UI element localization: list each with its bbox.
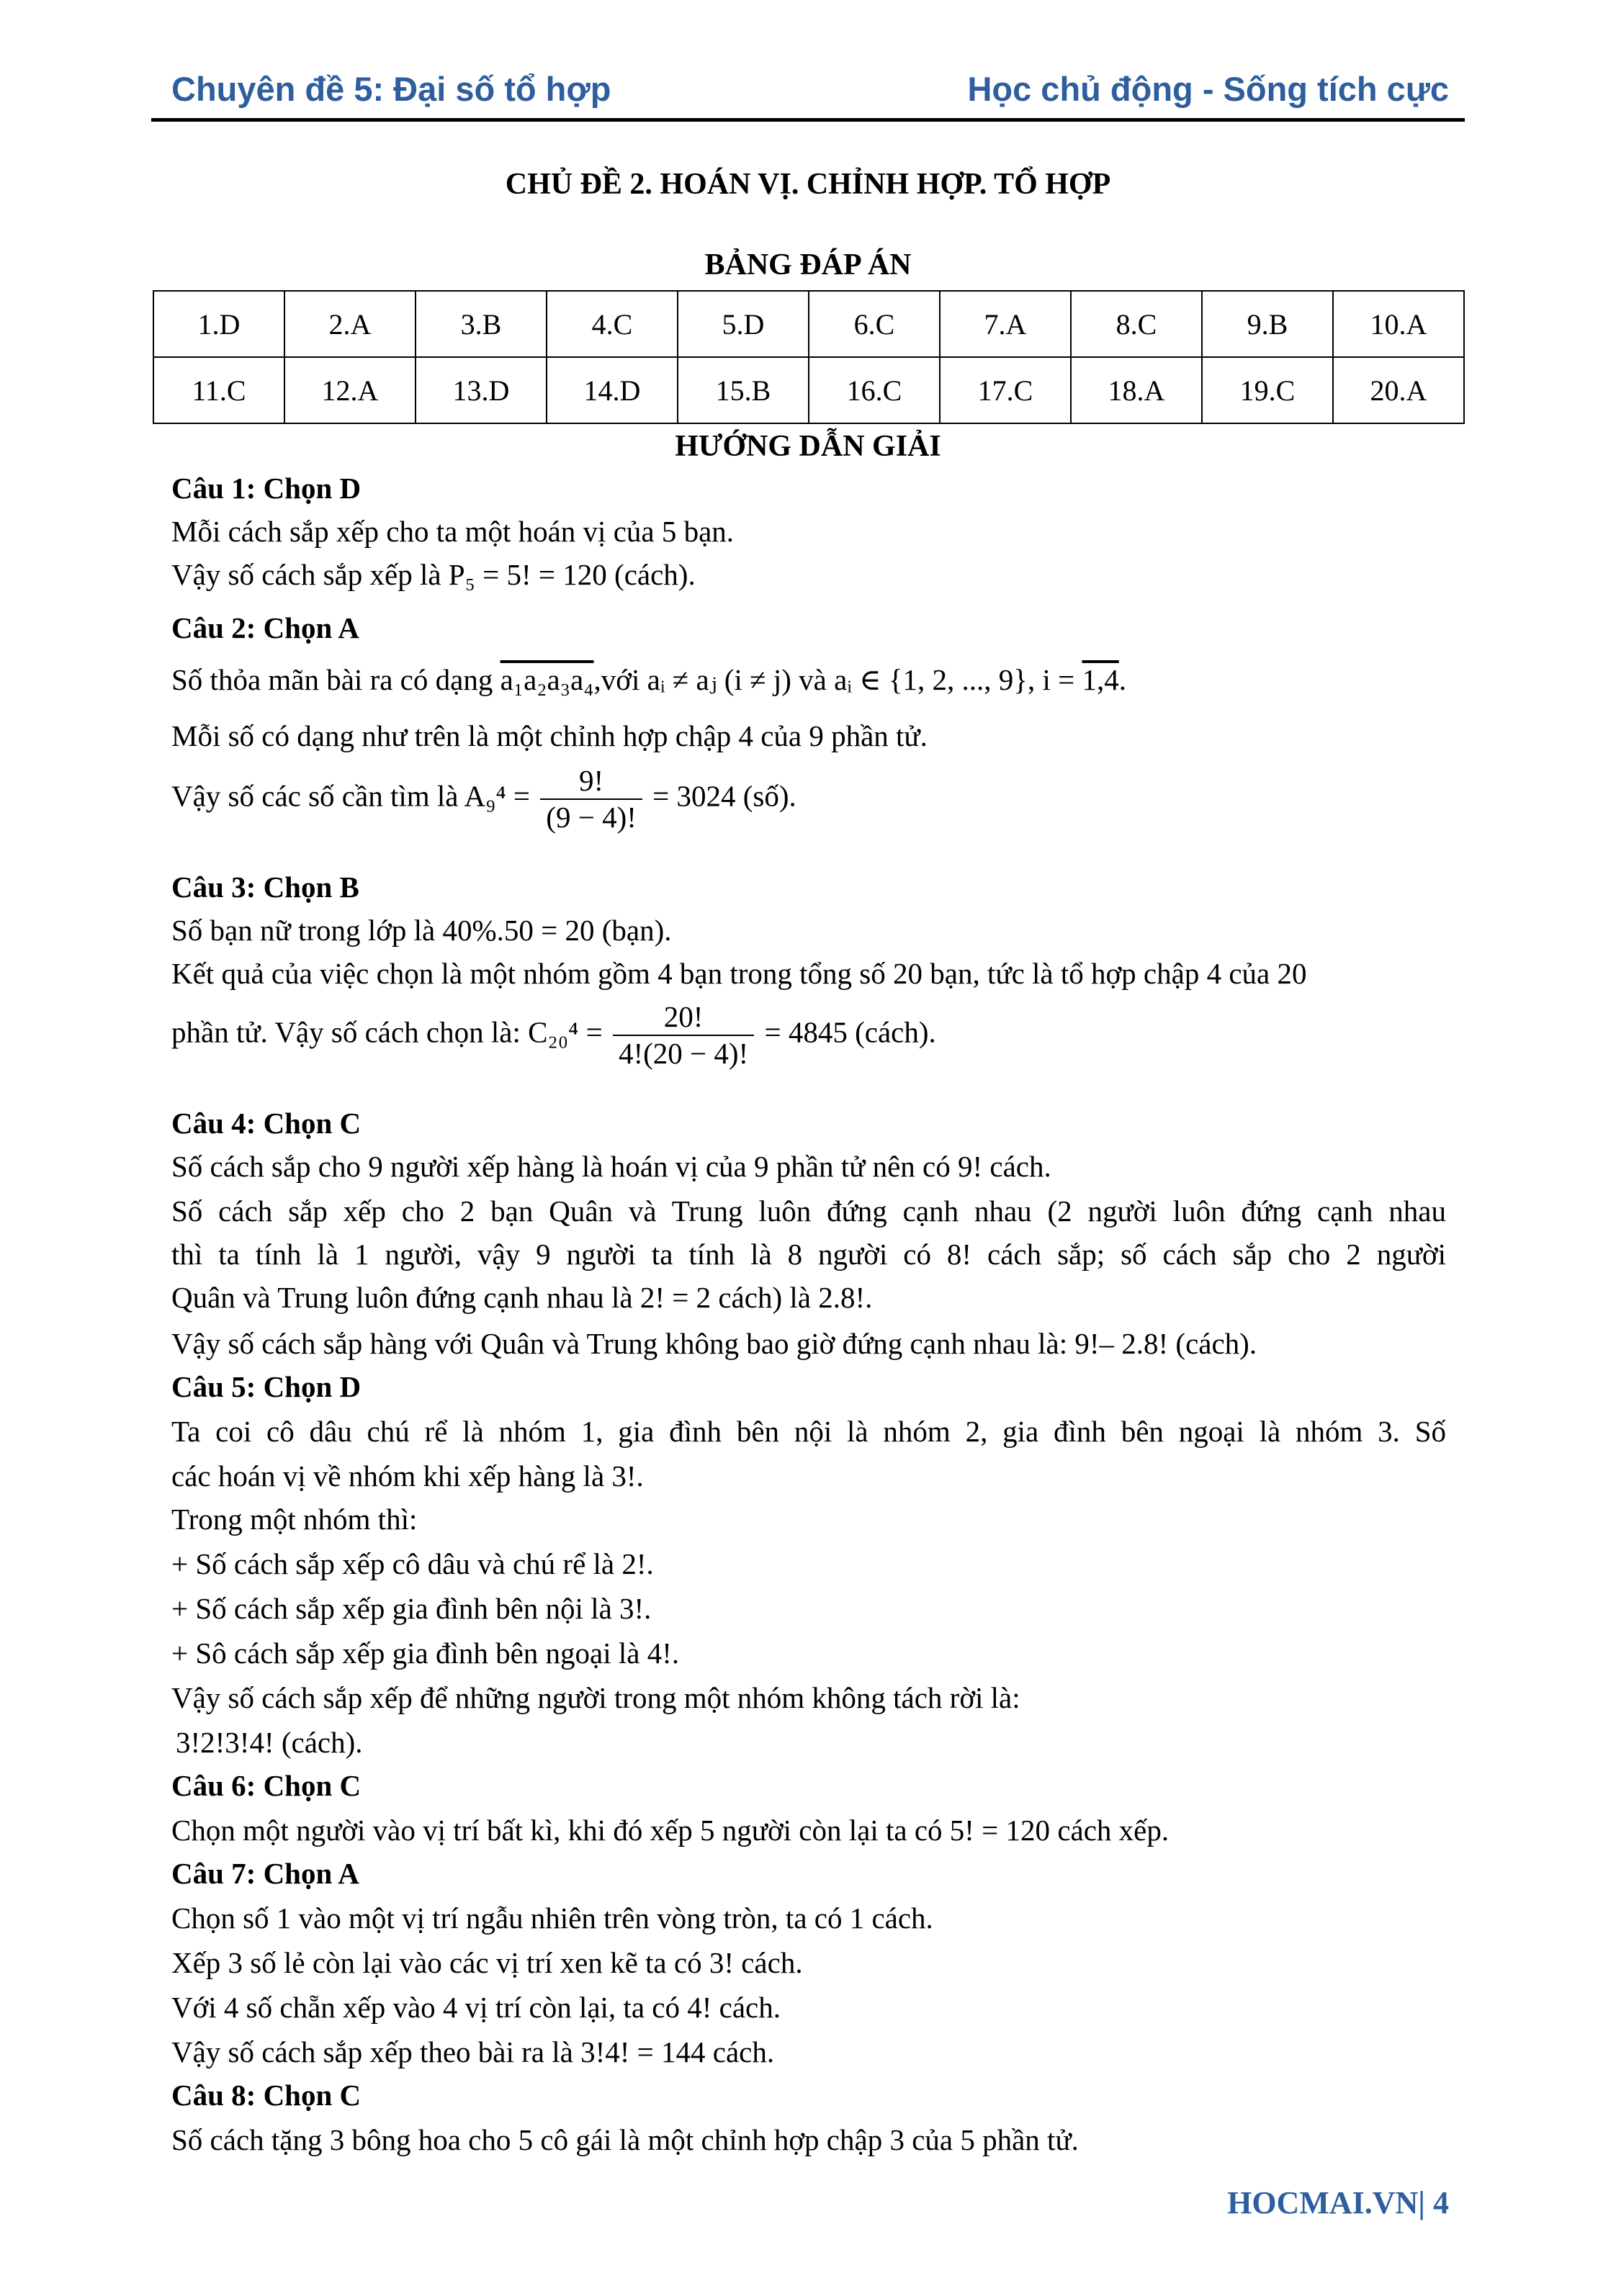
q4-line3: thì ta tính là 1 người, vậy 9 người ta tính là 8 người có 8! cách sắp; số cách sắp cho 2 người	[171, 1238, 1446, 1271]
q2-heading: Câu 2: Chọn A	[171, 611, 359, 644]
denominator: 4!(20 − 4)!	[613, 1035, 754, 1071]
q3-line1	[171, 916, 671, 945]
formula-5fact: 5! = 120	[949, 1814, 1051, 1847]
guide-title: HƯỚNG DẪN GIẢI	[675, 430, 941, 463]
text: và	[799, 663, 827, 696]
q2-line1	[171, 665, 1126, 695]
footer-site: HOCMAI.VN|	[1227, 2185, 1425, 2220]
formula-3f4f: 3!4! = 144	[580, 2035, 706, 2068]
q1-heading: Câu 1: Chọn D	[171, 472, 362, 505]
q7-line3: Với 4 số chẵn xếp vào 4 vị trí còn lại, ta có 4! cách.	[171, 1991, 781, 2024]
header-slogan: Học chủ động - Sống tích cực	[967, 70, 1449, 108]
answer-cell: 13.D	[416, 357, 547, 423]
text: ,với	[593, 663, 640, 696]
q6-line1	[171, 1816, 1169, 1845]
text: Vậy số cách sắp xếp theo bài ra là	[171, 2035, 573, 2068]
answer-cell: 9.B	[1202, 291, 1333, 357]
answer-cell: 1.D	[153, 291, 284, 357]
q3-line3	[171, 999, 936, 1071]
q5-line4: + Số cách sắp xếp cô dâu và chú rể là 2!.	[171, 1547, 654, 1580]
answer-cell: 5.D	[678, 291, 809, 357]
answer-cell: 17.C	[940, 357, 1071, 423]
q7-heading: Câu 7: Chọn A	[171, 1857, 359, 1890]
text: cách.	[712, 2035, 775, 2068]
denominator: (9 − 4)!	[540, 798, 642, 835]
q5-line6: + Sô cách sắp xếp gia đình bên ngoại là 4!.	[171, 1637, 680, 1670]
footer-page-label	[1227, 2184, 1449, 2221]
page-number: 4	[1433, 2185, 1449, 2220]
q1-line2	[171, 560, 696, 590]
formula-c204: C₂₀⁴ =	[528, 1015, 603, 1049]
q4-line1: Số cách sắp cho 9 người xếp hàng là hoán vị của 9 phần tử nên có 9! cách.	[171, 1150, 1051, 1183]
q2-line3	[171, 763, 796, 835]
answer-table	[153, 290, 1465, 424]
answer-cell: 18.A	[1071, 357, 1202, 423]
answer-cell: 14.D	[547, 357, 678, 423]
formula-result: = 4845	[764, 1015, 848, 1049]
text: cách) là 2.8!.	[718, 1281, 873, 1314]
q5-line8: 3!2!3!4! (cách).	[176, 1726, 363, 1759]
text: Quân và Trung luôn đứng cạnh nhau là	[171, 1281, 633, 1314]
formula-number-form: a₁a₂a₃a₄	[500, 663, 594, 696]
q5-line5: + Số cách sắp xếp gia đình bên nội là 3!.	[171, 1592, 652, 1625]
text: (cách).	[855, 1015, 936, 1049]
q3-line2: Kết quả của việc chọn là một nhóm gồm 4 bạn trong tổng số 20 bạn, tức là tổ hợp chập 4 của 20	[171, 957, 1307, 990]
text: Vậy số các số cần tìm là	[171, 779, 459, 813]
formula-range: 1,4	[1082, 663, 1119, 696]
answer-row	[153, 291, 1464, 357]
text: Chọn một người vào vị trí bất kì, khi đó xếp 5 người còn lại ta có	[171, 1814, 943, 1847]
fraction	[613, 999, 754, 1071]
answer-cell: 4.C	[547, 291, 678, 357]
formula-set: aᵢ ∈ {1, 2, ..., 9}, i =	[834, 663, 1075, 696]
answer-table-title: BẢNG ĐÁP ÁN	[704, 248, 912, 282]
formula-result: = 3024	[652, 779, 736, 813]
answer-cell: 12.A	[284, 357, 416, 423]
formula-a94: A₉⁴ =	[464, 779, 531, 813]
q4-heading: Câu 4: Chọn C	[171, 1107, 362, 1140]
answer-cell: 16.C	[809, 357, 940, 423]
text: Số bạn nữ trong lớp là	[171, 914, 436, 947]
answer-cell: 8.C	[1071, 291, 1202, 357]
q6-heading: Câu 6: Chọn C	[171, 1769, 362, 1802]
q3-heading: Câu 3: Chọn B	[171, 870, 359, 904]
answer-cell: 7.A	[940, 291, 1071, 357]
q5-heading: Câu 5: Chọn D	[171, 1370, 362, 1403]
q8-line1: Số cách tặng 3 bông hoa cho 5 cô gái là một chỉnh hợp chập 3 của 5 phần tử.	[171, 2123, 1079, 2156]
q5-line2: các hoán vị về nhóm khi xếp hàng là 3!.	[171, 1459, 644, 1493]
q7-line2: Xếp 3 số lẻ còn lại vào các vị trí xen kẽ ta có 3! cách.	[171, 1946, 803, 1979]
header-divider	[151, 118, 1465, 122]
q8-heading: Câu 8: Chọn C	[171, 2079, 362, 2112]
formula-2fact: 2! = 2	[639, 1281, 712, 1314]
text: (bạn).	[601, 914, 672, 947]
text: cách xếp.	[1057, 1814, 1170, 1847]
q1-line1: Mỗi cách sắp xếp cho ta một hoán vị của 5 bạn.	[171, 515, 735, 548]
formula-distinct: aᵢ ≠ aⱼ (i ≠ j)	[647, 663, 791, 696]
text: Vậy số cách sắp xếp là	[171, 558, 441, 591]
answer-cell: 19.C	[1202, 357, 1333, 423]
fraction	[540, 763, 642, 835]
text: (cách).	[614, 558, 696, 591]
q7-line1: Chọn số 1 vào một vị trí ngẫu nhiên trên vòng tròn, ta có 1 cách.	[171, 1901, 933, 1935]
q5-line7: Vậy số cách sắp xếp để những người trong một nhóm không tách rời là:	[171, 1681, 1020, 1714]
answer-row	[153, 357, 1464, 423]
answer-cell: 11.C	[153, 357, 284, 423]
q7-line4	[171, 2035, 775, 2068]
q5-line3: Trong một nhóm thì:	[171, 1503, 418, 1536]
answer-cell: 3.B	[416, 291, 547, 357]
answer-cell: 15.B	[678, 357, 809, 423]
numerator: 9!	[579, 764, 604, 797]
formula-girls: 40%.50 = 20	[442, 914, 595, 947]
numerator: 20!	[663, 1000, 704, 1033]
answer-cell: 2.A	[284, 291, 416, 357]
text: .	[1118, 663, 1126, 696]
text: (số).	[742, 779, 796, 813]
formula-p5: P₅ = 5! = 120	[448, 558, 607, 591]
text: Số thỏa mãn bài ra có dạng	[171, 663, 493, 696]
answer-cell: 6.C	[809, 291, 940, 357]
q5-line1: Ta coi cô dâu chú rể là nhóm 1, gia đình bên nội là nhóm 2, gia đình bên ngoại là nhóm 3. Số	[171, 1415, 1446, 1448]
q4-line4	[171, 1283, 872, 1313]
text: phần tử. Vậy số cách chọn là:	[171, 1015, 521, 1049]
q2-line2: Mỗi số có dạng như trên là một chỉnh hợp chập 4 của 9 phần tử.	[171, 719, 928, 752]
q4-line5: Vậy số cách sắp hàng với Quân và Trung không bao giờ đứng cạnh nhau là: 9!– 2.8! (cách).	[171, 1327, 1257, 1360]
answer-cell: 10.A	[1333, 291, 1464, 357]
answer-cell: 20.A	[1333, 357, 1464, 423]
header-topic: Chuyên đề 5: Đại số tổ hợp	[171, 70, 611, 108]
q4-line2: Số cách sắp xếp cho 2 bạn Quân và Trung luôn đứng cạnh nhau (2 người luôn đứng cạnh nhau	[171, 1194, 1446, 1228]
topic-title: CHỦ ĐỀ 2. HOÁN VỊ. CHỈNH HỢP. TỔ HỢP	[505, 168, 1111, 201]
